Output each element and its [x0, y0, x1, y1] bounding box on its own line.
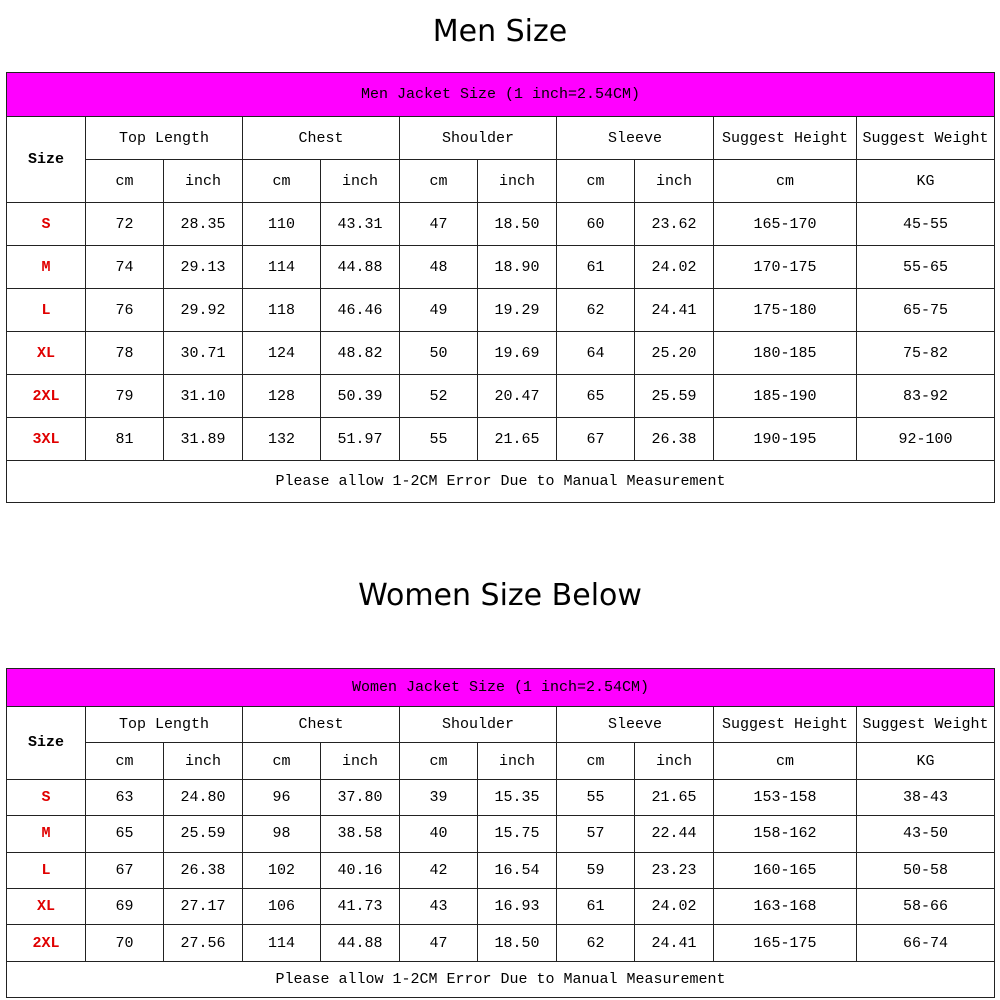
table-cell: 165-175	[714, 925, 857, 961]
table-row	[7, 375, 995, 418]
table-cell: 132	[243, 418, 321, 461]
table-cell: 75-82	[857, 332, 995, 375]
table-cell: 63	[86, 779, 164, 815]
table-cell: 18.50	[478, 925, 557, 961]
unit-header: cm	[714, 160, 857, 203]
table-cell: 114	[243, 246, 321, 289]
group-header: Chest	[243, 117, 400, 160]
table-cell: 118	[243, 289, 321, 332]
size-label: 3XL	[7, 418, 86, 461]
group-header: Suggest Weight	[857, 117, 995, 160]
table-cell: 102	[243, 852, 321, 888]
table-cell: 79	[86, 375, 164, 418]
table-cell: 158-162	[714, 816, 857, 852]
unit-header: inch	[321, 743, 400, 779]
table-cell: 21.65	[635, 779, 714, 815]
table-cell: 46.46	[321, 289, 400, 332]
table-cell: 18.50	[478, 203, 557, 246]
size-label: M	[7, 816, 86, 852]
group-header: Suggest Height	[714, 707, 857, 743]
table-cell: 185-190	[714, 375, 857, 418]
table-cell: 72	[86, 203, 164, 246]
table-cell: 51.97	[321, 418, 400, 461]
table-cell: 38.58	[321, 816, 400, 852]
table-cell: 59	[557, 852, 635, 888]
size-column-header: Size	[7, 707, 86, 780]
unit-header: inch	[635, 743, 714, 779]
table-cell: 65	[86, 816, 164, 852]
measurement-note: Please allow 1-2CM Error Due to Manual Measurement	[7, 961, 995, 997]
size-label: S	[7, 203, 86, 246]
table-title-row	[7, 73, 995, 117]
table-row	[7, 888, 995, 924]
table-title: Women Jacket Size (1 inch=2.54CM)	[7, 669, 995, 707]
table-cell: 42	[400, 852, 478, 888]
table-cell: 81	[86, 418, 164, 461]
men-size-table	[6, 72, 995, 503]
table-cell: 28.35	[164, 203, 243, 246]
table-title-row	[7, 669, 995, 707]
table-cell: 50	[400, 332, 478, 375]
unit-header: cm	[86, 160, 164, 203]
table-cell: 19.29	[478, 289, 557, 332]
unit-header-row	[7, 160, 995, 203]
size-label: M	[7, 246, 86, 289]
group-header-row	[7, 707, 995, 743]
unit-header: inch	[478, 743, 557, 779]
table-cell: 45-55	[857, 203, 995, 246]
table-cell: 163-168	[714, 888, 857, 924]
table-cell: 128	[243, 375, 321, 418]
table-cell: 29.92	[164, 289, 243, 332]
table-cell: 39	[400, 779, 478, 815]
unit-header: KG	[857, 160, 995, 203]
table-cell: 58-66	[857, 888, 995, 924]
unit-header: inch	[635, 160, 714, 203]
table-cell: 20.47	[478, 375, 557, 418]
size-label: XL	[7, 888, 86, 924]
women-size-table	[6, 668, 995, 998]
table-cell: 16.54	[478, 852, 557, 888]
table-cell: 60	[557, 203, 635, 246]
table-cell: 19.69	[478, 332, 557, 375]
table-cell: 55	[557, 779, 635, 815]
table-cell: 43	[400, 888, 478, 924]
table-cell: 16.93	[478, 888, 557, 924]
unit-header: cm	[243, 160, 321, 203]
table-cell: 55	[400, 418, 478, 461]
table-cell: 50-58	[857, 852, 995, 888]
size-label: 2XL	[7, 925, 86, 961]
table-cell: 70	[86, 925, 164, 961]
table-cell: 43.31	[321, 203, 400, 246]
table-cell: 92-100	[857, 418, 995, 461]
table-cell: 38-43	[857, 779, 995, 815]
unit-header: cm	[86, 743, 164, 779]
table-cell: 26.38	[164, 852, 243, 888]
table-cell: 153-158	[714, 779, 857, 815]
group-header: Shoulder	[400, 117, 557, 160]
measurement-note: Please allow 1-2CM Error Due to Manual Measurement	[7, 461, 995, 503]
unit-header: inch	[164, 743, 243, 779]
table-cell: 96	[243, 779, 321, 815]
table-cell: 31.10	[164, 375, 243, 418]
table-row	[7, 779, 995, 815]
table-cell: 66-74	[857, 925, 995, 961]
table-cell: 43-50	[857, 816, 995, 852]
table-cell: 31.89	[164, 418, 243, 461]
table-cell: 40.16	[321, 852, 400, 888]
group-header: Top Length	[86, 117, 243, 160]
table-cell: 21.65	[478, 418, 557, 461]
table-cell: 37.80	[321, 779, 400, 815]
table-cell: 110	[243, 203, 321, 246]
table-cell: 47	[400, 203, 478, 246]
table-cell: 23.62	[635, 203, 714, 246]
group-header: Chest	[243, 707, 400, 743]
unit-header: cm	[714, 743, 857, 779]
table-cell: 49	[400, 289, 478, 332]
group-header: Shoulder	[400, 707, 557, 743]
table-cell: 62	[557, 925, 635, 961]
table-cell: 44.88	[321, 925, 400, 961]
table-cell: 18.90	[478, 246, 557, 289]
table-cell: 29.13	[164, 246, 243, 289]
note-row	[7, 461, 995, 503]
table-cell: 65	[557, 375, 635, 418]
table-cell: 170-175	[714, 246, 857, 289]
table-cell: 76	[86, 289, 164, 332]
unit-header: cm	[400, 743, 478, 779]
table-row	[7, 332, 995, 375]
table-row	[7, 852, 995, 888]
table-cell: 26.38	[635, 418, 714, 461]
table-cell: 47	[400, 925, 478, 961]
unit-header: inch	[478, 160, 557, 203]
table-cell: 64	[557, 332, 635, 375]
table-row	[7, 925, 995, 961]
table-cell: 62	[557, 289, 635, 332]
table-title: Men Jacket Size (1 inch=2.54CM)	[7, 73, 995, 117]
table-cell: 67	[86, 852, 164, 888]
group-header: Top Length	[86, 707, 243, 743]
table-cell: 25.59	[635, 375, 714, 418]
size-label: 2XL	[7, 375, 86, 418]
table-cell: 24.41	[635, 925, 714, 961]
table-cell: 27.56	[164, 925, 243, 961]
table-cell: 30.71	[164, 332, 243, 375]
men-size-heading: Men Size	[432, 14, 568, 49]
table-cell: 44.88	[321, 246, 400, 289]
table-cell: 22.44	[635, 816, 714, 852]
table-cell: 74	[86, 246, 164, 289]
table-cell: 27.17	[164, 888, 243, 924]
table-cell: 15.75	[478, 816, 557, 852]
table-cell: 55-65	[857, 246, 995, 289]
table-cell: 48	[400, 246, 478, 289]
table-cell: 67	[557, 418, 635, 461]
unit-header-row	[7, 743, 995, 779]
unit-header: cm	[557, 160, 635, 203]
table-cell: 40	[400, 816, 478, 852]
unit-header: inch	[321, 160, 400, 203]
table-cell: 61	[557, 888, 635, 924]
table-row	[7, 418, 995, 461]
table-cell: 41.73	[321, 888, 400, 924]
table-cell: 50.39	[321, 375, 400, 418]
size-label: L	[7, 289, 86, 332]
size-label: S	[7, 779, 86, 815]
table-cell: 24.80	[164, 779, 243, 815]
group-header-row	[7, 117, 995, 160]
table-cell: 25.20	[635, 332, 714, 375]
table-cell: 69	[86, 888, 164, 924]
table-cell: 124	[243, 332, 321, 375]
table-cell: 165-170	[714, 203, 857, 246]
table-cell: 98	[243, 816, 321, 852]
table-cell: 25.59	[164, 816, 243, 852]
unit-header: cm	[557, 743, 635, 779]
group-header: Sleeve	[557, 707, 714, 743]
table-cell: 48.82	[321, 332, 400, 375]
table-cell: 65-75	[857, 289, 995, 332]
table-cell: 175-180	[714, 289, 857, 332]
unit-header: inch	[164, 160, 243, 203]
unit-header: KG	[857, 743, 995, 779]
table-cell: 180-185	[714, 332, 857, 375]
table-cell: 52	[400, 375, 478, 418]
women-size-heading: Women Size Below	[358, 578, 642, 613]
unit-header: cm	[400, 160, 478, 203]
group-header: Suggest Weight	[857, 707, 995, 743]
unit-header: cm	[243, 743, 321, 779]
table-row	[7, 816, 995, 852]
table-cell: 106	[243, 888, 321, 924]
table-cell: 24.02	[635, 888, 714, 924]
table-cell: 23.23	[635, 852, 714, 888]
table-cell: 24.02	[635, 246, 714, 289]
group-header: Sleeve	[557, 117, 714, 160]
size-label: L	[7, 852, 86, 888]
table-row	[7, 246, 995, 289]
table-cell: 190-195	[714, 418, 857, 461]
size-column-header: Size	[7, 117, 86, 203]
size-label: XL	[7, 332, 86, 375]
table-row	[7, 203, 995, 246]
note-row	[7, 961, 995, 997]
table-cell: 24.41	[635, 289, 714, 332]
table-cell: 61	[557, 246, 635, 289]
table-cell: 15.35	[478, 779, 557, 815]
table-cell: 57	[557, 816, 635, 852]
table-cell: 160-165	[714, 852, 857, 888]
table-cell: 83-92	[857, 375, 995, 418]
table-cell: 78	[86, 332, 164, 375]
table-row	[7, 289, 995, 332]
group-header: Suggest Height	[714, 117, 857, 160]
table-cell: 114	[243, 925, 321, 961]
